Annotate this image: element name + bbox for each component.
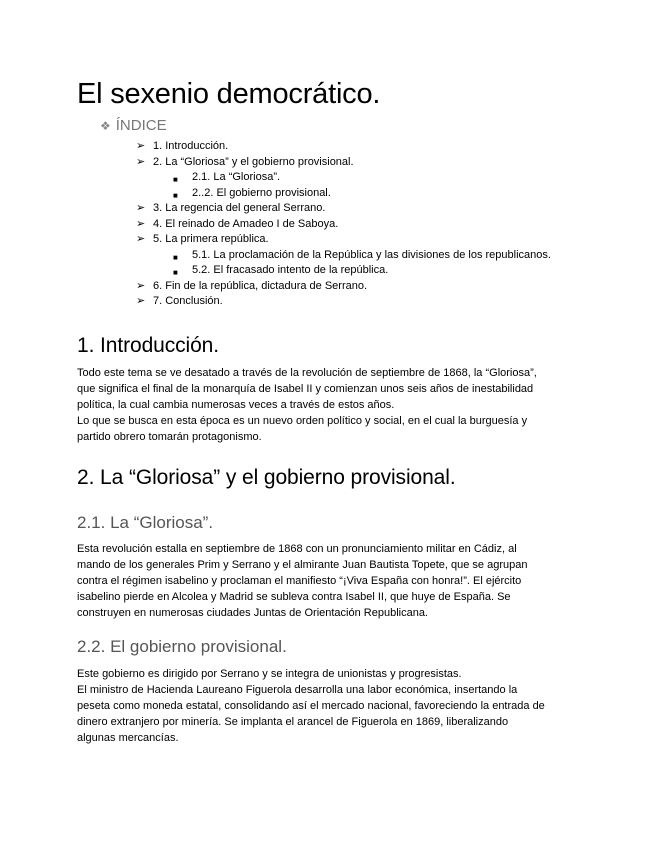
square-bullet-icon: ■ — [173, 190, 178, 200]
text-line: mando de los generales Prim y Serrano y el almirante Juan Bautista Topete, que se agrupan — [77, 559, 528, 571]
toc-item — [0, 248, 655, 264]
toc-item — [0, 186, 655, 202]
section-heading-gloriosa-gobierno: 2. La “Gloriosa” y el gobierno provisional. — [77, 466, 456, 489]
arrow-bullet-icon: ➢ — [136, 140, 146, 152]
toc-item-label: 5.2. El fracasado intento de la república. — [192, 264, 389, 276]
text-line: que significa el final de la monarquía de Isabel II y comienzan unos seis años de inestabilidad — [77, 383, 534, 395]
table-of-contents — [0, 139, 655, 310]
toc-item-label: 5. La primera república. — [153, 233, 269, 245]
arrow-bullet-icon: ➢ — [136, 217, 146, 230]
document-title: El sexenio democrático. — [77, 78, 381, 110]
toc-item-label: 3. La regencia del general Serrano. — [153, 202, 326, 214]
text-line: Este gobierno es dirigido por Serrano y se integra de unionistas y progresistas. — [77, 668, 462, 680]
toc-item — [0, 279, 655, 295]
toc-heading-label: ÍNDICE — [115, 117, 167, 134]
text-line: peseta como moneda estatal, consolidando así el mercado nacional, favoreciendo la entrada de — [77, 700, 545, 712]
toc-item — [0, 155, 655, 171]
text-line: isabelino pierde en Alcolea y Madrid se subleva contra Isabel II, que huye de España. Se — [77, 591, 511, 603]
text-line: El ministro de Hacienda Laureano Figuerola desarrolla una labor económica, insertando la — [77, 684, 518, 696]
toc-heading — [100, 117, 167, 135]
text-line: Esta revolución estalla en septiembre de 1868 con un pronunciamiento militar en Cádiz, al — [77, 543, 517, 555]
gobierno-paragraph — [77, 666, 587, 746]
toc-item-label: 7. Conclusión. — [153, 295, 223, 307]
text-line: dinero extranjero por minería. Se implanta el arancel de Figuerola en 1869, liberalizando — [77, 716, 509, 728]
text-line: construyen en numerosas ciudades Juntas de Orientación Republicana. — [77, 607, 428, 619]
arrow-bullet-icon: ➢ — [136, 295, 146, 307]
arrow-bullet-icon: ➢ — [136, 233, 146, 245]
text-line: contra el régimen isabelino y proclaman el manifiesto “¡Viva España con honra!”. El ejército — [77, 575, 522, 587]
toc-item-label: 6. Fin de la república, dictadura de Serrano. — [153, 279, 368, 292]
arrow-bullet-icon: ➢ — [136, 202, 146, 214]
toc-item — [0, 263, 655, 279]
gloriosa-paragraph — [77, 541, 587, 621]
text-line: partido obrero tomarán protagonismo. — [77, 431, 262, 443]
toc-item-label: 4. El reinado de Amadeo I de Saboya. — [153, 217, 339, 230]
arrow-bullet-icon: ➢ — [136, 279, 146, 292]
diamond-bullet-icon: ❖ — [100, 119, 111, 133]
toc-item-label: 5.1. La proclamación de la República y las divisiones de los republicanos. — [192, 248, 551, 261]
toc-item — [0, 217, 655, 233]
arrow-bullet-icon: ➢ — [136, 155, 146, 168]
text-line: Todo este tema se ve desatado a través de la revolución de septiembre de 1868, la “Gloriosa”, — [77, 367, 537, 379]
toc-item-label: 2. La “Gloriosa” y el gobierno provisional. — [153, 155, 354, 168]
subsection-heading-gobierno-provisional: 2.2. El gobierno provisional. — [77, 637, 287, 656]
text-line: algunas mercancías. — [77, 732, 179, 744]
section-heading-introduccion: 1. Introducción. — [77, 334, 219, 357]
toc-item — [0, 139, 655, 155]
toc-item — [0, 170, 655, 186]
square-bullet-icon: ■ — [173, 175, 178, 184]
square-bullet-icon: ■ — [173, 252, 178, 262]
subsection-heading-gloriosa: 2.1. La “Gloriosa”. — [77, 513, 214, 532]
square-bullet-icon: ■ — [173, 268, 178, 277]
text-line: Lo que se busca en esta época es un nuevo orden político y social, en el cual la burguesía y — [77, 415, 528, 427]
toc-item-label: 1. Introducción. — [153, 140, 229, 152]
toc-item-label: 2.1. La “Gloriosa”. — [192, 171, 281, 183]
toc-item — [0, 232, 655, 248]
text-line: política, la cual cambia numerosas veces a través de estos años. — [77, 399, 395, 411]
intro-paragraph — [77, 365, 587, 445]
toc-item — [0, 201, 655, 217]
toc-item — [0, 294, 655, 310]
toc-item-label: 2..2. El gobierno provisional. — [192, 186, 331, 199]
